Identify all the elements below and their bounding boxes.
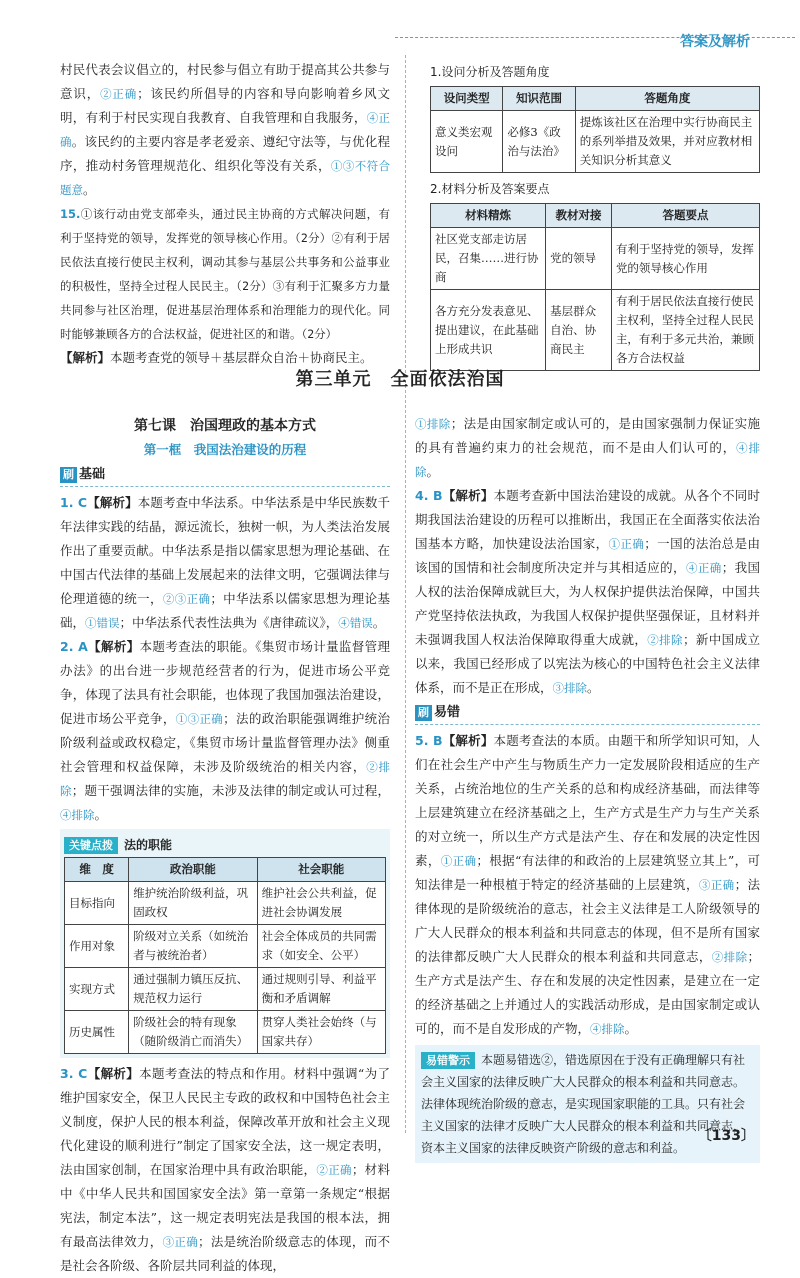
answer-mark: ①正确	[440, 854, 477, 868]
table-header: 材料精炼	[431, 204, 546, 228]
q5-answer	[415, 729, 760, 1041]
q15-answer	[60, 202, 390, 346]
table-cell: 各方充分发表意见、提出建议，在此基础上形成共识	[431, 290, 546, 371]
lesson-title: 第七课 治国理政的基本方式	[134, 418, 316, 434]
right-top-column	[430, 58, 760, 371]
question-analysis-table	[430, 86, 760, 173]
answer-mark: ④排除	[415, 441, 760, 479]
text: 。	[372, 615, 386, 630]
text: ；中华法系代表性法典为《唐律疏议》，	[119, 615, 339, 630]
tag-label: 易错	[434, 705, 461, 720]
warning-badge: 易错警示	[421, 1052, 475, 1069]
text: 本题考查中华法系。中华法系是中华民族数千年法律实践的结晶，源远流长，独树一帜，为人类法治发展作出了重要贡献。中华法系是指以儒家思想为理论基础、在中国古代法律的基础上发展起来的法律文明，它强调法律与伦理道德的统一，	[60, 495, 390, 606]
answer-mark: ④错误	[338, 616, 373, 630]
table-header: 答题角度	[575, 87, 759, 111]
q15-text: ①该行动由党支部牵头，通过民主协商的方式解决问题，有利于坚持党的领导，发挥党的领导核心作用。（2分）②有利于居民依法直接行使民主权利，调动其参与基层公共事务和公益事业的积极性，坚持全过程人民民主。（2分）③有利于汇聚多方力量共同参与社区治理，促进基层治理体系和治理能力的现代化。同时能够兼顾各方的合法权益，促进社区的和谐。（2分）	[60, 207, 390, 341]
text: ；我国人权的法治保障成就巨大，为人权保护提供法治保障，中国共产党坚持依法执政，为我国人权保护提供坚强保证，且材料并未强调我国人权法治保障取得重大成就，	[415, 560, 760, 647]
text: ；法的政治职能强调维护统治阶级利益或政权稳定，《集贸市场计量监督管理办法》侧重社会管理和权益保障，未涉及阶级统治的相关内容，	[60, 711, 390, 774]
answer-mark: ②正确	[316, 1163, 352, 1177]
answer-mark: ②③正确	[162, 592, 211, 606]
table-cell: 基层群众自治、协商民主	[546, 290, 612, 371]
table-header: 答题要点	[611, 204, 759, 228]
table-header: 设问类型	[431, 87, 503, 111]
table-cell: 维护统治阶级利益，巩固政权	[129, 882, 257, 925]
unit-title: 第三单元 全面依法治国	[295, 369, 505, 390]
text: ；中华法系以儒家思想为理论基础，	[60, 591, 390, 630]
answer-mark: ②排除	[60, 760, 390, 798]
jiexi-text: 本题考查党的领导＋基层群众自治＋协商民主。	[110, 350, 373, 365]
table-cell: 目标指向	[65, 882, 129, 925]
table-cell: 实现方式	[65, 968, 129, 1011]
answer-mark: ④排除	[60, 808, 95, 822]
keypoint-table	[64, 857, 386, 1054]
q3-continuation	[415, 412, 760, 484]
table-cell: 通过规则引导、利益平衡和矛盾调解	[257, 968, 385, 1011]
answer-mark: ②正确	[100, 87, 138, 101]
jiexi-label: 【解析】	[442, 733, 494, 748]
question-number: 4. B	[415, 488, 443, 503]
table-cell: 社会全体成员的共同需求（如安全、公平）	[257, 925, 385, 968]
jiexi-label: 【解析】	[87, 639, 140, 654]
answer-mark: ①排除	[415, 417, 451, 431]
text: 。该民约的主要内容是孝老爱亲、遵纪守法等，与优化程序，推动村务管理规范化、组织化等没有关系，	[60, 134, 390, 173]
text: 。	[94, 807, 108, 822]
text: ；根据“有法律的和政治的上层建筑竖立其上”，可知法律是一种根植于特定的经济基础的上层建筑，	[415, 853, 760, 892]
text: 。	[83, 182, 96, 197]
table-cell: 阶级对立关系（如统治者与被统治者）	[129, 925, 257, 968]
q3-answer	[60, 1062, 390, 1278]
table-cell: 阶级社会的特有现象（随阶级消亡而消失）	[129, 1011, 257, 1054]
tag-label: 基础	[79, 467, 106, 482]
jiexi-label: 【解析】	[87, 495, 138, 510]
answer-mark: ②排除	[647, 633, 683, 647]
q2-answer	[60, 635, 390, 827]
keypoint-header	[64, 833, 386, 857]
page-number: 〔133〕	[697, 1128, 755, 1144]
text: 。	[624, 1021, 638, 1036]
text: 村民代表会议倡立的，村民参与倡立有助于提高其公共参与意识，	[60, 62, 390, 101]
text: ；一国的法治总是由该国的国情和社会制度所决定并与其相适应的，	[415, 536, 760, 575]
text: ；新中国成立以来，我国已经形成了以宪法为核心的中国特色社会主义法律体系，而不是正在形成，	[415, 632, 760, 695]
table-cell: 必修3《政治与法治》	[503, 111, 575, 173]
answer-mark: ③正确	[162, 1235, 199, 1249]
table-header: 维 度	[65, 858, 129, 882]
text: ；材料中《中华人民共和国国家安全法》第一章第一条规定“根据宪法，制定本法”，这一规定表明宪法是我国的根本法，拥有最高法律效力，	[60, 1162, 390, 1249]
table-cell: 历史属性	[65, 1011, 129, 1054]
text: 本题考查新中国法治建设的成就。从各个不同时期我国法治建设的历程可以推断出，我国正在全面落实依法治国基本方略，加快建设法治国家，	[415, 488, 760, 551]
section-title: 第一框 我国法治建设的历程	[143, 442, 307, 457]
text: 本题考查法的特点和作用。材料中强调“为了维护国家安全，保卫人民民主专政的政权和中国特色社会主义制度，保护人民的根本利益，保障改革开放和社会主义现代化建设的顺利进行”制定了国家安全法，这一规定表明，法由国家创制，在国家治理中具有政治职能，	[60, 1066, 390, 1177]
table-cell: 党的领导	[546, 228, 612, 290]
question-number: 5. B	[415, 733, 443, 748]
table-header: 社会职能	[257, 858, 385, 882]
jiexi-label: 【解析】	[442, 488, 494, 503]
basic-tagline	[60, 464, 390, 487]
q1-answer	[60, 491, 390, 635]
answer-mark: ④正确	[685, 561, 722, 575]
header-title: 答案及解析	[680, 34, 750, 50]
text: ；该民约所倡导的内容和导向影响着乡风文明，有利于村民实现自我教育、自我管理和自我服务，	[60, 86, 390, 125]
text: 。	[587, 680, 600, 695]
table-cell: 提炼该社区在治理中实行协商民主的系列举措及效果，并对应教材相关知识分析其意义	[575, 111, 759, 173]
answer-mark: ①错误	[85, 616, 120, 630]
warning-text: 本题易错选②，错选原因在于没有正确理解只有社会主义国家的法律反映广大人民群众的根本利益和共同意志。法律体现统治阶级的意志，是实现国家职能的工具。只有社会主义国家的法律才反映广大人民群众的根本利益和共同意志，资本主义国家的法律反映资产阶级的意志和利益。	[421, 1053, 746, 1155]
keypoint-box	[60, 829, 390, 1058]
table-cell: 有利于居民依法直接行使民主权利，坚持全过程人民民主，有利于多元共治，兼顾各方合法权益	[611, 290, 759, 371]
jiexi-label: 【解析】	[87, 1066, 140, 1081]
table-cell: 维护社会公共利益，促进社会协调发展	[257, 882, 385, 925]
text: ；题干强调法律的实施，未涉及法律的制定或认可过程，	[71, 783, 390, 798]
answer-mark: ③排除	[552, 681, 588, 695]
text: ；生产方式是法产生、存在和发展的决定性因素，是建立在一定的经济基础之上并通过人的实践活动形成，是由国家制定或认可的，而不是自发形成的产物，	[415, 949, 760, 1036]
header-rule	[395, 37, 795, 38]
answer-mark: ③正确	[698, 878, 735, 892]
jiexi-label: 【解析】	[60, 350, 111, 365]
error-tagline	[415, 702, 760, 725]
analysis-heading-2: 2.材料分析及答案要点	[430, 182, 550, 196]
text: 本题考查法的职能。《集贸市场计量监督管理办法》的出台进一步规范经营者的行为，促进市场公平竞争，体现了法具有社会职能，也体现了我国加强法治建设，促进市场公平竞争，	[60, 639, 390, 726]
table-cell: 通过强制力镇压反抗、规范权力运行	[129, 968, 257, 1011]
question-number: 3. C	[60, 1066, 88, 1081]
text: ；法律体现的是阶级统治的意志，社会主义法律是工人阶级领导的广大人民群众的根本利益和共同意志的体现，但不是所有国家的法律都反映广大人民群众的根本利益和共同意志，	[415, 877, 760, 964]
table-header: 知识范围	[503, 87, 575, 111]
answer-mark: ①正确	[608, 537, 645, 551]
analysis-heading-1: 1.设问分析及答题角度	[430, 65, 550, 79]
answer-mark: ②排除	[711, 950, 748, 964]
column-divider	[405, 55, 406, 1133]
text: ；法是由国家制定或认可的，是由国家强制力保证实施的具有普遍约束力的社会规范，而不是由人们认可的，	[415, 416, 760, 455]
q15-jiexi	[60, 346, 390, 370]
text: ；法是统治阶级意志的体现，而不是社会各阶级、各阶层共同利益的体现，	[60, 1234, 390, 1273]
keypoint-badge: 关键点拨	[64, 837, 118, 854]
text: 。	[426, 464, 440, 479]
table-header: 教材对接	[546, 204, 612, 228]
q14-continuation	[60, 58, 390, 202]
table-header: 政治职能	[129, 858, 257, 882]
left-top-column	[60, 58, 390, 370]
brush-icon: 刷	[415, 705, 432, 721]
keypoint-title: 法的职能	[124, 838, 173, 852]
q4-answer	[415, 484, 760, 700]
right-main-column	[415, 412, 760, 1163]
text: 本题考查法的本质。由题干和所学知识可知，人们在社会生产中产生与物质生产力一定发展阶段相适应的生产关系，占统治地位的生产关系的总和构成经济基础，而法律等上层建筑建立在经济基础之上，生产方式是生产力与生产关系的对立统一，所以生产方式是法产生、存在和发展的决定性因素，	[415, 733, 760, 868]
table-cell: 作用对象	[65, 925, 129, 968]
table-cell: 社区党支部走访居民，召集……进行协商	[431, 228, 546, 290]
brush-icon: 刷	[60, 467, 77, 483]
table-cell: 贯穿人类社会始终（与国家共存）	[257, 1011, 385, 1054]
answer-mark: ①③正确	[175, 712, 224, 726]
answer-mark: ①③不符合题意	[60, 159, 390, 197]
answer-mark: ④排除	[590, 1022, 625, 1036]
question-number: 15.	[60, 207, 81, 221]
table-cell: 有利于坚持党的领导，发挥党的领导核心作用	[611, 228, 759, 290]
answer-mark: ④正确	[60, 111, 390, 149]
table-cell: 意义类宏观设问	[431, 111, 503, 173]
left-main-column	[60, 412, 390, 1278]
material-analysis-table	[430, 203, 760, 371]
question-number: 2. A	[60, 639, 88, 654]
question-number: 1. C	[60, 495, 88, 510]
